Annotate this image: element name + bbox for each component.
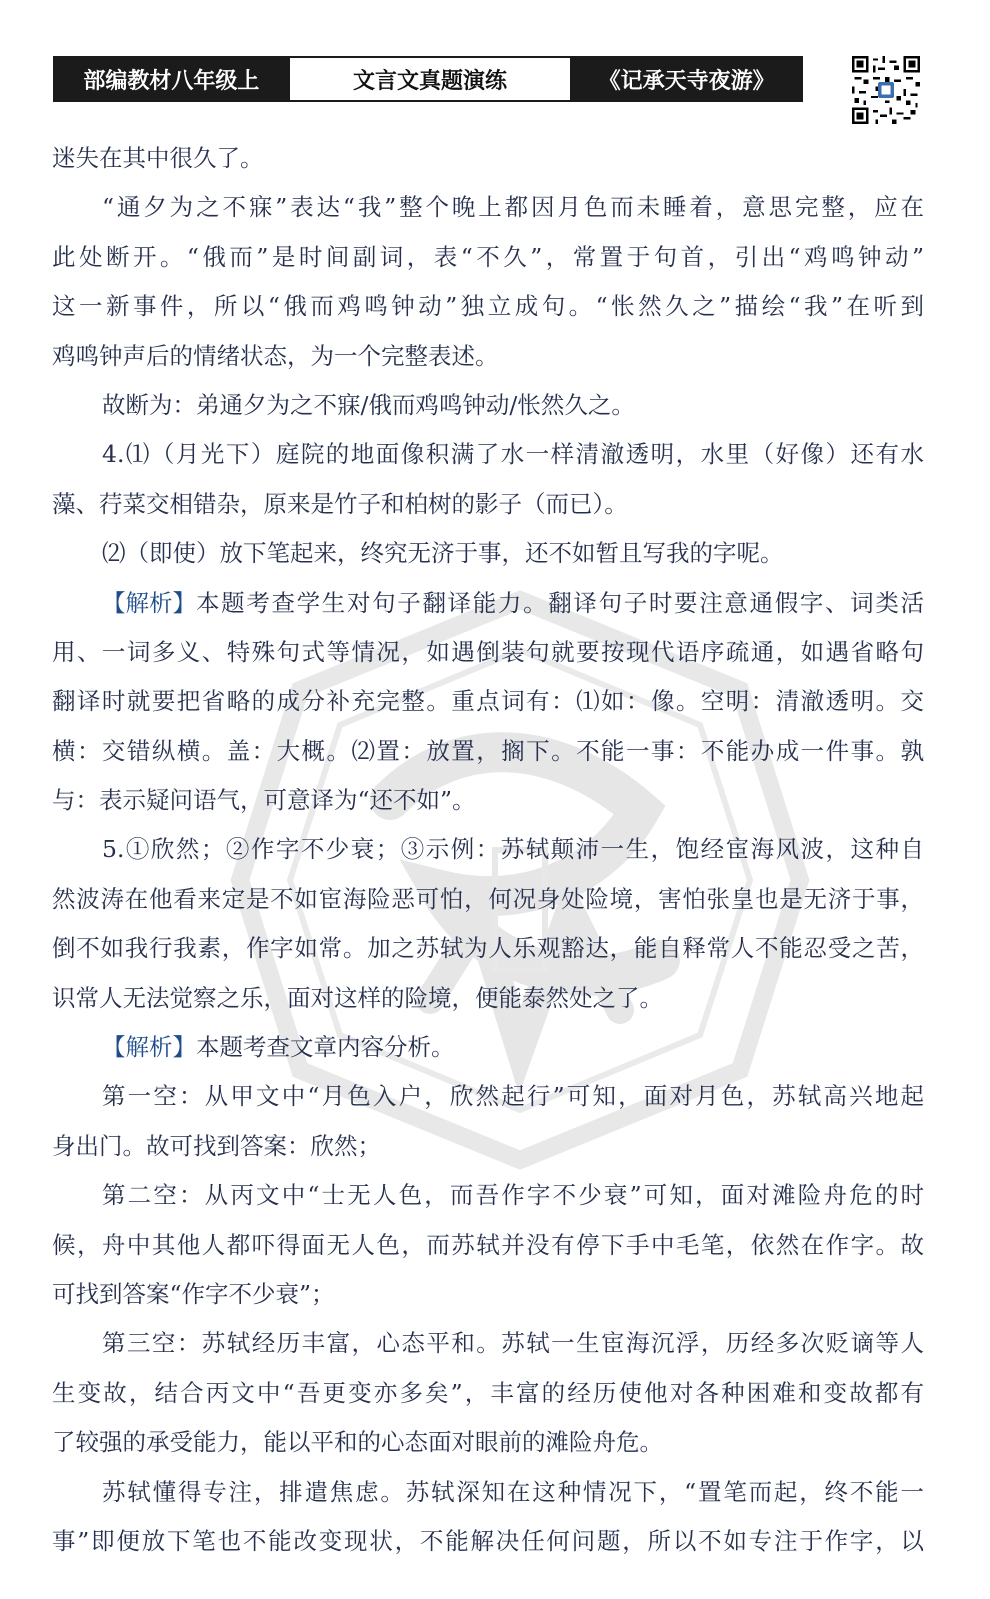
line-text: 故断为：弟通夕为之不寐/俄而鸡鸣钟动/怅然久之。 <box>102 390 635 419</box>
text-line <box>52 1468 924 1517</box>
text-line <box>52 579 924 628</box>
text-line <box>52 1319 924 1368</box>
line-text: 可找到答案“作字不少衰”； <box>52 1279 335 1308</box>
text-line <box>52 974 924 1023</box>
text-line <box>52 825 924 874</box>
text-line <box>52 1171 924 1220</box>
text-line <box>52 1072 924 1121</box>
text-line <box>52 727 924 776</box>
line-text: 生变故，结合丙文中“吾更变亦多矣”，丰富的经历使他对各种困难和变故都有 <box>52 1378 924 1407</box>
text-line <box>52 332 924 381</box>
text-line <box>52 183 924 232</box>
line-text: 身出门。故可找到答案：欣然； <box>52 1131 381 1160</box>
text-line <box>52 1023 924 1072</box>
analysis-tag: 【解析】 <box>102 588 196 617</box>
line-text: 本题考查文章内容分析。 <box>196 1033 455 1062</box>
text-line <box>52 282 924 331</box>
text-line <box>52 233 924 282</box>
line-text: 用、一词多义、特殊句式等情况，如遇倒装句就要按现代语序疏通，如遇省略句 <box>52 637 924 666</box>
line-text: 事”即便放下笔也不能改变现状，不能解决任何问题，所以不如专注于作字，以 <box>52 1526 924 1555</box>
text-line <box>52 875 924 924</box>
answer-explanation-text <box>52 134 924 1566</box>
line-text: ⑵（即使）放下笔起来，终究无济于事，还不如暂且写我的字呢。 <box>102 539 784 568</box>
line-text: 4.⑴（月光下）庭院的地面像积满了水一样清澈透明，水里（好像）还有水 <box>102 440 924 469</box>
line-text: 迷失在其中很久了。 <box>52 144 264 172</box>
line-text: 这一新事件，所以“俄而鸡鸣钟动”独立成句。“怅然久之”描绘“我”在听到 <box>52 292 924 321</box>
line-text: 鸡鸣钟声后的情绪状态，为一个完整表述。 <box>52 341 499 370</box>
qr-code-icon <box>852 56 920 124</box>
line-text: 然波涛在他看来定是不如宦海险恶可怕，何况身处险境，害怕张皇也是无济于事， <box>52 884 924 913</box>
line-text: 横：交错纵横。盖：大概。⑵置：放置，搁下。不能一事：不能办成一件事。孰 <box>52 736 924 765</box>
text-line <box>52 529 924 578</box>
text-line <box>52 1517 924 1566</box>
line-text: 第二空：从丙文中“士无人色，而吾作字不少衰”可知，面对滩险舟危的时 <box>102 1181 924 1210</box>
text-line <box>52 1122 924 1171</box>
line-text: 识常人无法觉察之乐，面对这样的险境，便能泰然处之了。 <box>52 983 663 1012</box>
header-bar <box>53 56 803 102</box>
line-text: 倒不如我行我素，作字如常。加之苏轼为人乐观豁达，能自释常人不能忍受之苦， <box>52 934 924 963</box>
text-line <box>52 924 924 973</box>
text-line <box>52 1369 924 1418</box>
line-text: 第三空：苏轼经历丰富，心态平和。苏轼一生宦海沉浮，历经多次贬谪等人 <box>102 1329 924 1358</box>
line-text: “通夕为之不寐”表达“我”整个晚上都因月色而未睡着，意思完整，应在 <box>102 193 924 222</box>
line-text: 此处断开。“俄而”是时间副词，表“不久”，常置于句首，引出“鸡鸣钟动” <box>52 242 924 271</box>
text-line <box>52 134 924 183</box>
text-line <box>52 1270 924 1319</box>
line-text: 了较强的承受能力，能以平和的心态面对眼前的滩险舟危。 <box>52 1428 663 1457</box>
header-section-title: 文言文真题演练 <box>288 58 572 100</box>
header-text-title: 《记承天寺夜游》 <box>572 58 801 100</box>
line-text: 候，舟中其他人都吓得面无人色，而苏轼并没有停下手中毛笔，依然在作字。故 <box>52 1230 924 1259</box>
analysis-tag: 【解析】 <box>102 1033 196 1062</box>
text-line <box>52 480 924 529</box>
line-text: 苏轼懂得专注，排遣焦虑。苏轼深知在这种情况下，“置笔而起，终不能一 <box>102 1477 924 1506</box>
line-text: 翻译时就要把省略的成分补充完整。重点词有：⑴如：像。空明：清澈透明。交 <box>52 687 924 716</box>
line-text: 第一空：从甲文中“月色入户，欣然起行”可知，面对月色，苏轼高兴地起 <box>102 1082 924 1111</box>
text-line <box>52 381 924 430</box>
line-text: 本题考查学生对句子翻译能力。翻译句子时要注意通假字、词类活 <box>196 588 924 617</box>
text-line <box>52 628 924 677</box>
line-text: 与：表示疑问语气，可意译为“还不如”。 <box>52 786 476 815</box>
text-line <box>52 677 924 726</box>
text-line <box>52 430 924 479</box>
text-line <box>52 1418 924 1467</box>
line-text: 藻、荇菜交相错杂，原来是竹子和柏树的影子（而已）。 <box>52 489 628 518</box>
text-line <box>52 1221 924 1270</box>
line-text: 5.①欣然；②作字不少衰；③示例：苏轼颠沛一生，饱经宦海风波，这种自 <box>102 835 924 864</box>
text-line <box>52 776 924 825</box>
header-grade-label: 部编教材八年级上 <box>55 58 288 100</box>
